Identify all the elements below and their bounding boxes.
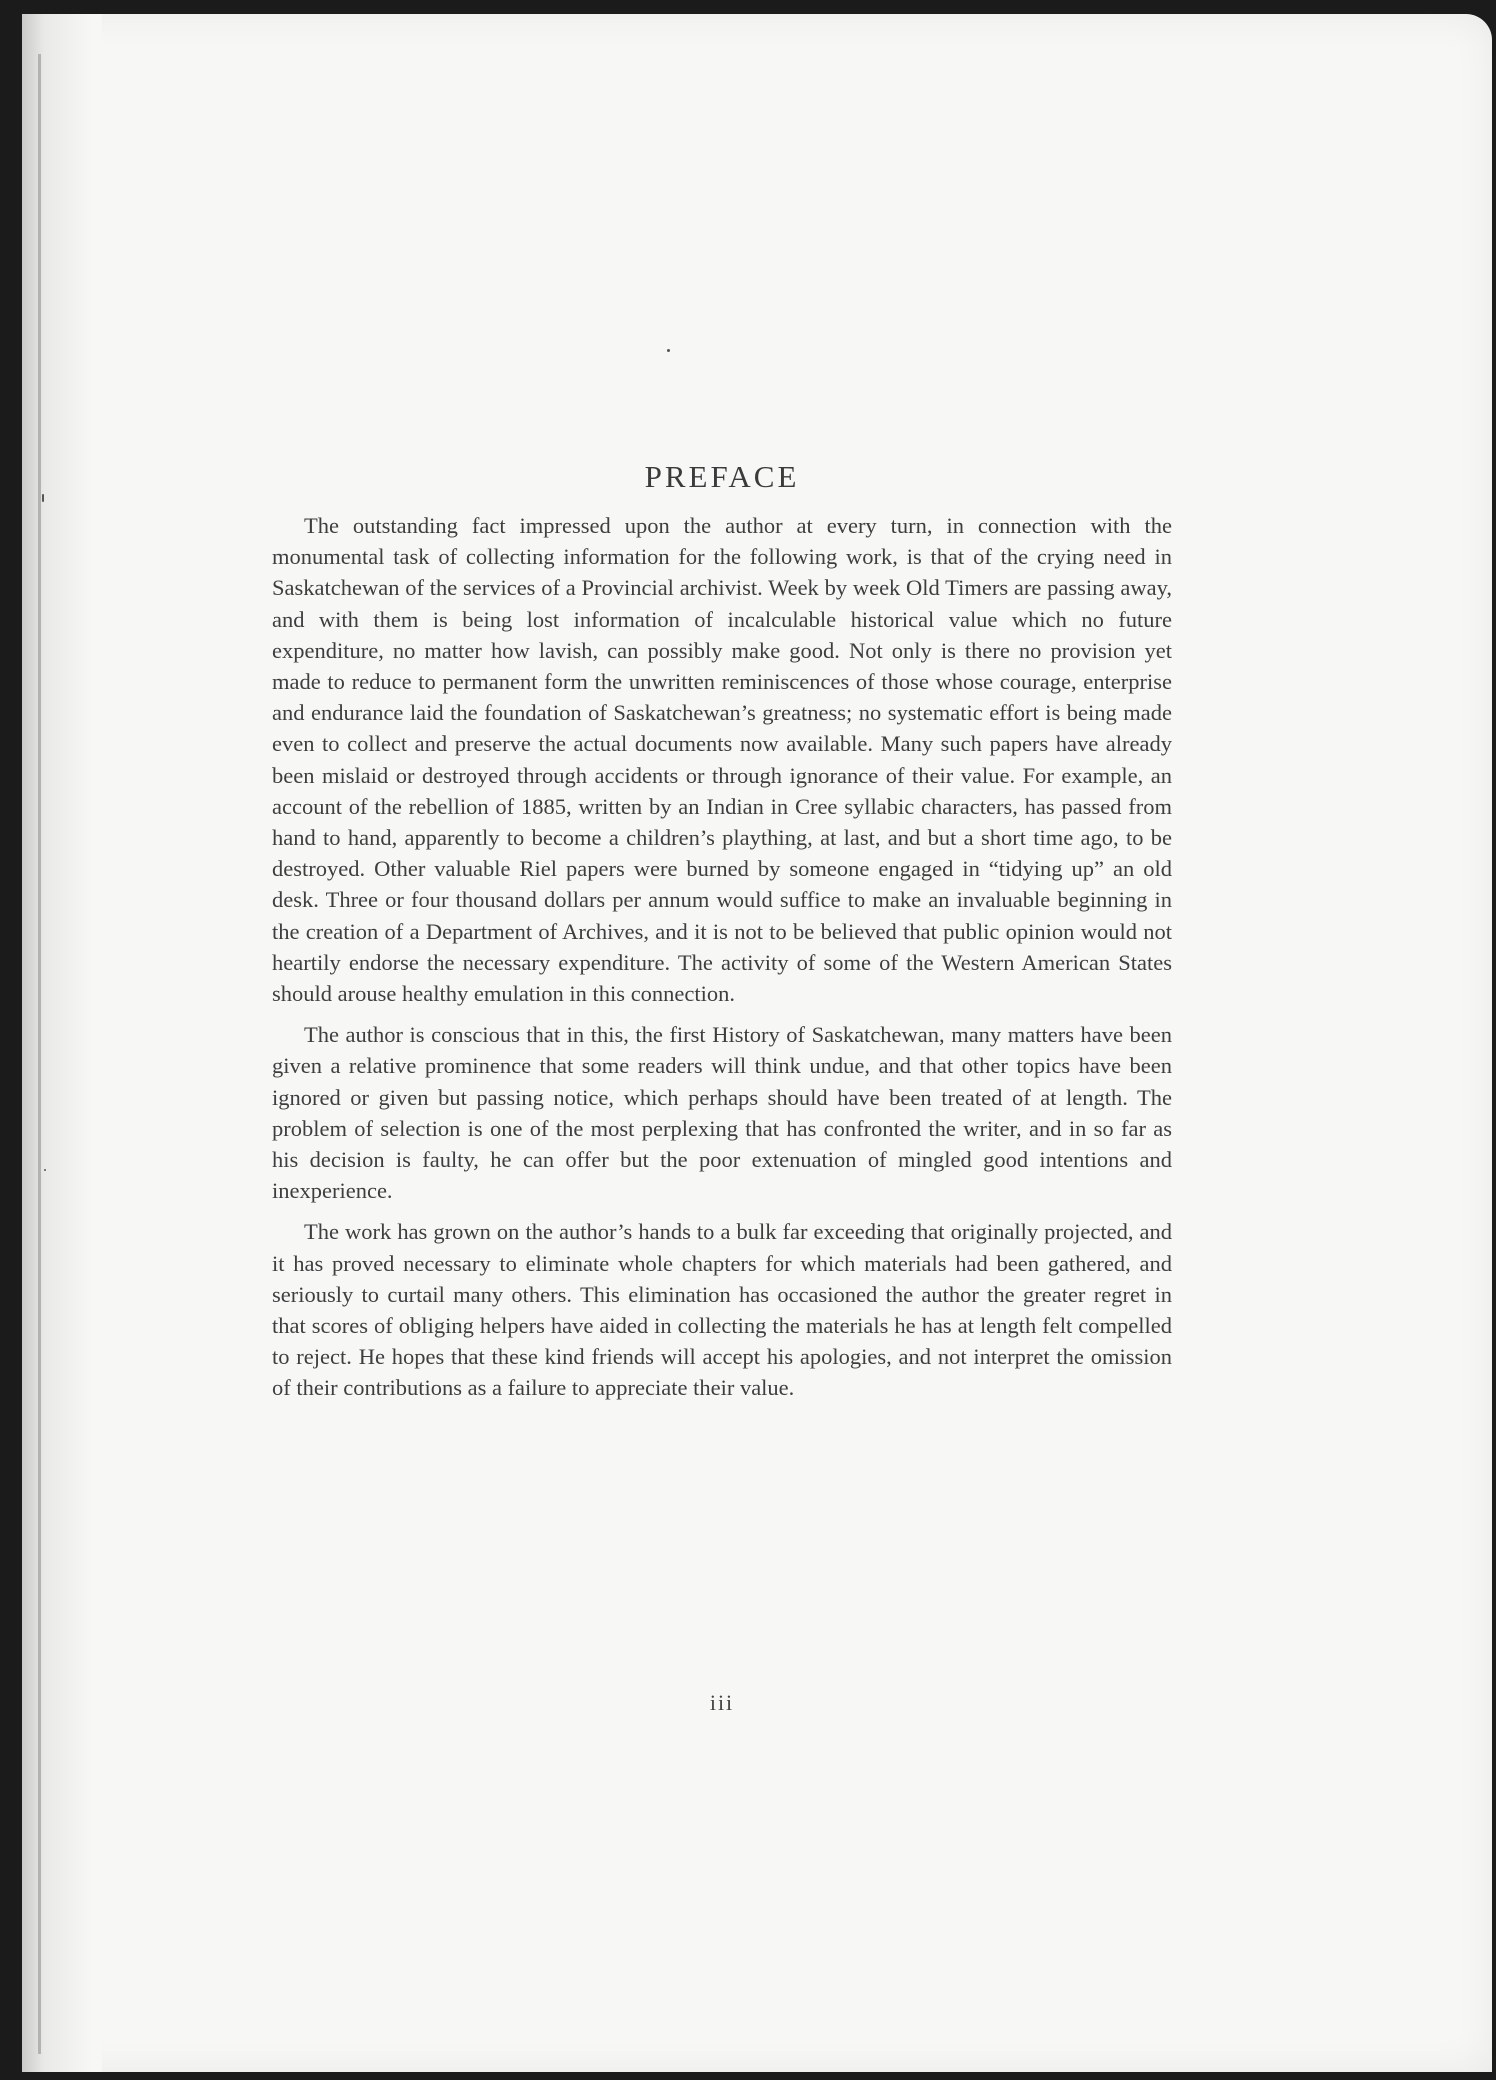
print-speck	[44, 1169, 46, 1171]
preface-body	[272, 510, 1172, 1414]
preface-paragraph-1: The outstanding fact impressed upon the author at every turn, in connection with the monumental task of collecting information for the following work, is that of the crying need in Saskatchewan of the services of a Provincial archivist. Week by week Old Timers are passing away, and with them is being lost information of incalculable historical value which no future expenditure, no matter how lavish, can possibly make good. Not only is there no provision yet made to reduce to permanent form the unwritten reminiscences of those whose courage, enterprise and endurance laid the foundation of Saskatchewan’s greatness; no systematic effort is being made even to collect and preserve the actual documents now available. Many such papers have already been mislaid or destroyed through accidents or through ignorance of their value. For example, an account of the rebellion of 1885, written by an Indian in Cree syllabic characters, has passed from hand to hand, apparently to become a children’s plaything, at last, and but a short time ago, to be destroyed. Other valuable Riel papers were burned by someone engaged in “tidying up” an old desk. Three or four thousand dollars per annum would suffice to make an invaluable beginning in the creation of a Department of Archives, and it is not to be believed that public opinion would not heartily endorse the necessary expenditure. The activity of some of the Western American States should arouse healthy emulation in this connection.	[272, 513, 1172, 1007]
preface-paragraph-3: The work has grown on the author’s hands to a bulk far exceeding that originally projected, and it has proved necessary to eliminate whole chapters for which materials had been gathered, and seriously to curtail many others. This elimination has occasioned the author the greater regret in that scores of obliging helpers have aided in collecting the materials he has at length felt compelled to reject. He hopes that these kind friends will accept his apologies, and not interpret the omission of their contributions as a failure to appreciate their value.	[272, 1219, 1172, 1401]
page-number: iii	[709, 1690, 735, 1715]
print-speck	[42, 494, 44, 502]
preface-heading: PREFACE	[644, 459, 800, 494]
preface-paragraph-2: The author is conscious that in this, the first History of Saskatchewan, many matters have been given a relative prominence that some readers will think undue, and that other topics have been ignored or given but passing notice, which perhaps should have been treated of at length. The problem of selection is one of the most perplexing that has confronted the writer, and in so far as his decision is faulty, he can offer but the poor extenuation of mingled good intentions and inexperience.	[272, 1022, 1172, 1204]
print-speck	[667, 349, 670, 352]
book-page	[22, 14, 1492, 2072]
page-gutter-shadow	[22, 14, 102, 2072]
binding-edge	[38, 54, 41, 2054]
